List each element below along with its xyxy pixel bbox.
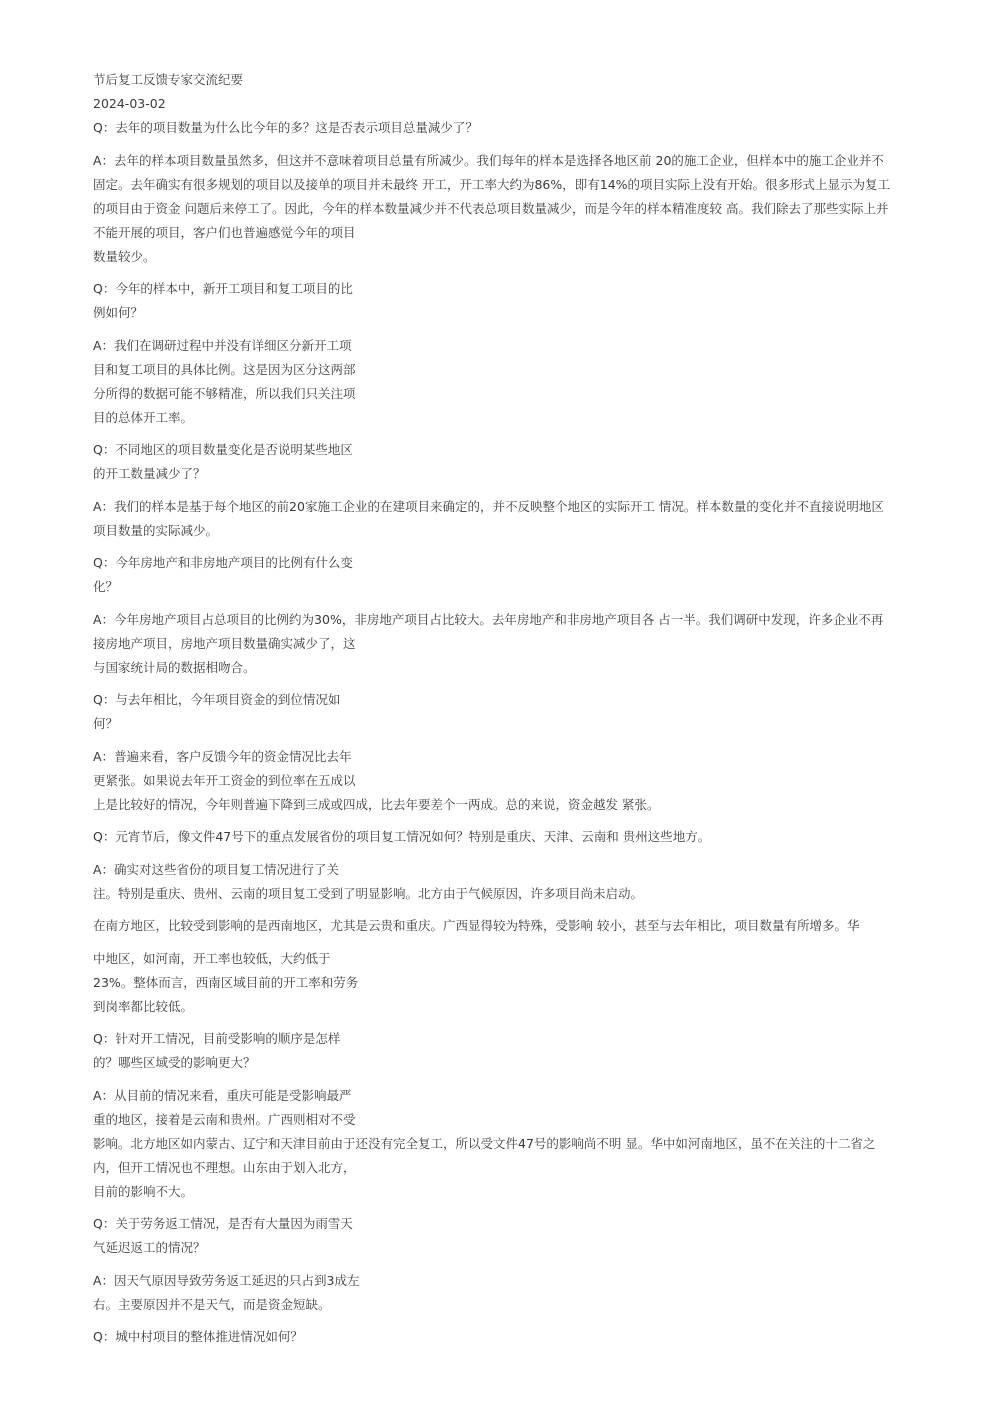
answer-block bbox=[93, 858, 943, 906]
answer-text-line: 内，但开工情况也不理想。山东由于划入北方， bbox=[93, 1159, 356, 1175]
question-text-line: 何？ bbox=[93, 716, 119, 731]
question-text-line: Q：不同地区的项目数量变化是否说明某些地区 bbox=[93, 442, 353, 457]
question-text-line: Q：关于劳务返工情况，是否有大量因为雨雪天 bbox=[93, 1216, 353, 1231]
answer-text-line: 接房地产项目，房地产项目数量确实减少了，这 bbox=[93, 635, 356, 651]
question-block bbox=[93, 1212, 943, 1260]
answer-text-line: 分所得的数据可能不够精准，所以我们只关注项 bbox=[93, 385, 356, 401]
paragraph-gap bbox=[93, 325, 943, 334]
paragraph-gap bbox=[93, 486, 943, 495]
answer-block bbox=[93, 745, 943, 817]
question-block bbox=[93, 1027, 943, 1075]
document-title: 节后复工反馈专家交流纪要 bbox=[93, 72, 244, 87]
question-text-line: 例如何？ bbox=[93, 305, 144, 320]
answer-block bbox=[93, 1084, 943, 1204]
answer-text-line: A：我们在调研过程中并没有详细区分新开工项 bbox=[93, 337, 352, 353]
question-text-line: 的？哪些区域受的影响更大？ bbox=[93, 1055, 256, 1070]
question-text-line: 化？ bbox=[93, 579, 119, 594]
paragraph-gap bbox=[93, 599, 943, 608]
paragraph-text-line: 在南方地区，比较受到影响的是西南地区，尤其是云贵和重庆。广西显得较为特殊，受影响 较小，甚至与去年相比，项目数量有所增多。华 bbox=[93, 918, 860, 933]
answer-text-line: 注。特别是重庆、贵州、云南的项目复工受到了明显影响。北方由于气候原因，许多项目尚未启动。 bbox=[93, 885, 644, 901]
question-block bbox=[93, 551, 943, 599]
paragraph-block bbox=[93, 914, 943, 938]
paragraph-gap bbox=[93, 736, 943, 745]
question-block bbox=[93, 825, 943, 849]
answer-text-line: A：今年房地产项目占总项目的比例约为30%，非房地产项目占比较大。去年房地产和非房地产项目各 占一半。我们调研中发现，许多企业不再 bbox=[93, 611, 884, 627]
answer-text-line: 目的总体开工率。 bbox=[93, 409, 194, 425]
answer-text-line: 固定。去年确实有很多规划的项目以及接单的项目并未最终 开工，开工率大约为86%，即有14%的项目实际上没有开始。很多形式上显示为复工 bbox=[93, 176, 891, 192]
answer-block bbox=[93, 334, 943, 430]
paragraph-text-line: 到岗率都比较低。 bbox=[93, 998, 194, 1014]
paragraph-gap bbox=[93, 1260, 943, 1269]
answer-text-line: 与国家统计局的数据相吻合。 bbox=[93, 659, 256, 675]
answer-text-line: 目前的影响不大。 bbox=[93, 1183, 194, 1199]
answer-text-line: A：从目前的情况来看，重庆可能是受影响最严 bbox=[93, 1087, 352, 1103]
answer-text-line: 右。主要原因并不是天气，而是资金短缺。 bbox=[93, 1296, 331, 1312]
answer-text-line: A：因天气原因导致劳务返工延迟的只占到3成左 bbox=[93, 1272, 360, 1288]
answer-text-line: A：去年的样本项目数量虽然多，但这并不意味着项目总量有所减少。我们每年的样本是选择各地区前 20的施工企业，但样本中的施工企业并不 bbox=[93, 152, 884, 168]
question-block bbox=[93, 438, 943, 486]
paragraph-gap bbox=[93, 817, 943, 826]
question-block bbox=[93, 116, 943, 140]
paragraph-gap bbox=[93, 1317, 943, 1326]
paragraph-gap bbox=[93, 543, 943, 552]
question-text-line: Q：去年的项目数量为什么比今年的多？这是否表示项目总量减少了？ bbox=[93, 120, 478, 135]
answer-text-line: A：确实对这些省份的项目复工情况进行了关 bbox=[93, 861, 340, 877]
answer-block bbox=[93, 608, 943, 680]
question-text-line: Q：今年房地产和非房地产项目的比例有什么变 bbox=[93, 555, 353, 570]
qa-content bbox=[93, 116, 943, 1349]
document-page bbox=[93, 68, 943, 1349]
answer-text-line: 重的地区，接着是云南和贵州。广西则相对不受 bbox=[93, 1111, 356, 1127]
question-text-line: Q：元宵节后，像文件47号下的重点发展省份的项目复工情况如何？特别是重庆、天津、云南和 贵州这些地方。 bbox=[93, 829, 711, 844]
document-date: 2024-03-02 bbox=[93, 96, 166, 111]
answer-text-line: 不能开展的项目，客户们也普遍感觉今年的项目 bbox=[93, 224, 356, 240]
answer-text-line: 的项目由于资金 问题后来停工了。因此，今年的样本数量减少并不代表总项目数量减少，而是今年的样本精准度较 高。我们除去了那些实际上并 bbox=[93, 200, 889, 216]
answer-text-line: A：普遍来看，客户反馈今年的资金情况比去年 bbox=[93, 748, 352, 764]
answer-text-line: 项目数量的实际减少。 bbox=[93, 522, 219, 538]
answer-block bbox=[93, 495, 943, 543]
paragraph-gap bbox=[93, 849, 943, 858]
answer-block bbox=[93, 149, 943, 269]
paragraph-text-line: 中地区，如河南，开工率也较低，大约低于 bbox=[93, 950, 331, 966]
paragraph-gap bbox=[93, 1019, 943, 1028]
paragraph-gap bbox=[93, 1075, 943, 1084]
answer-text-line: 上是比较好的情况，今年则普遍下降到三成或四成，比去年要差个一两成。总的来说，资金越发 紧张。 bbox=[93, 796, 660, 812]
paragraph-gap bbox=[93, 269, 943, 278]
question-block bbox=[93, 688, 943, 736]
question-block bbox=[93, 277, 943, 325]
question-text-line: 的开工数量减少了？ bbox=[93, 466, 206, 481]
answer-text-line: 目和复工项目的具体比例。这是因为区分这两部 bbox=[93, 361, 356, 377]
paragraph-gap bbox=[93, 906, 943, 915]
question-text-line: Q：城中村项目的整体推进情况如何？ bbox=[93, 1329, 303, 1344]
answer-text-line: 影响。北方地区如内蒙古、辽宁和天津目前由于还没有完全复工，所以受文件47号的影响尚不明 显。华中如河南地区，虽不在关注的十二省之 bbox=[93, 1135, 876, 1151]
answer-text-line: 更紧张。如果说去年开工资金的到位率在五成以 bbox=[93, 772, 356, 788]
paragraph-gap bbox=[93, 680, 943, 689]
question-text-line: 气延迟返工的情况？ bbox=[93, 1240, 206, 1255]
question-text-line: Q：针对开工情况，目前受影响的顺序是怎样 bbox=[93, 1031, 341, 1046]
question-text-line: Q：与去年相比，今年项目资金的到位情况如 bbox=[93, 692, 341, 707]
question-block bbox=[93, 1325, 943, 1349]
answer-text-line: 数量较少。 bbox=[93, 248, 156, 264]
question-text-line: Q：今年的样本中，新开工项目和复工项目的比 bbox=[93, 281, 353, 296]
paragraph-gap bbox=[93, 430, 943, 439]
paragraph-text-line: 23%。整体而言，西南区域目前的开工率和劳务 bbox=[93, 974, 359, 990]
paragraph-block bbox=[93, 947, 943, 1019]
paragraph-gap bbox=[93, 1204, 943, 1213]
answer-block bbox=[93, 1269, 943, 1317]
paragraph-gap bbox=[93, 938, 943, 947]
answer-text-line: A：我们的样本是基于每个地区的前20家施工企业的在建项目来确定的，并不反映整个地区的实际开工 情况。样本数量的变化并不直接说明地区 bbox=[93, 498, 884, 514]
paragraph-gap bbox=[93, 140, 943, 149]
